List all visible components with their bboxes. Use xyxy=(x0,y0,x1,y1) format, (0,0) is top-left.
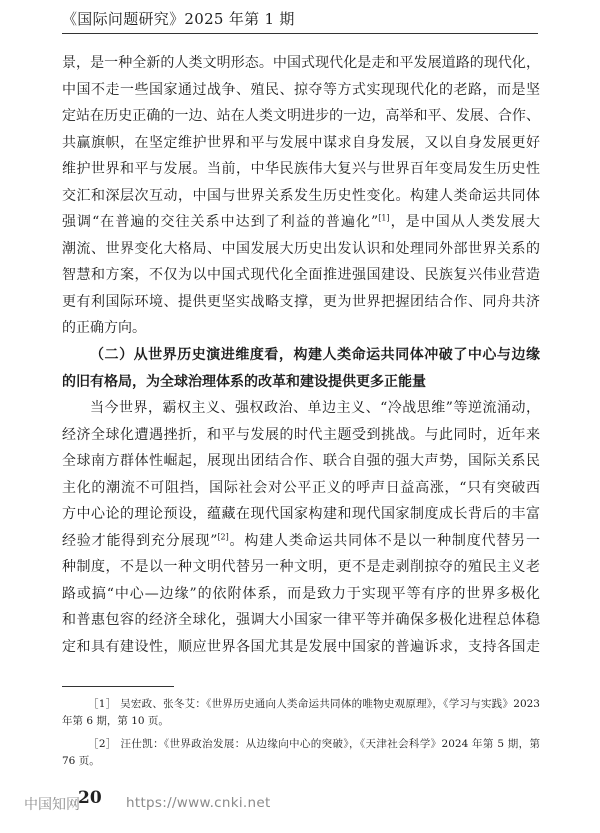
body-line: 种制度，不是以一种文明代替另一种文明，更不是走剥削掠夺的殖民主义老 xyxy=(62,559,540,576)
footnote-2: ［2］ 汪仕凯：《世界政治发展：从边缘向中心的突破》，《天津社会科学》2024 年第 5 期，第 76 页。 xyxy=(62,738,540,767)
body-line: 定站在历史正确的一边、站在人类文明进步的一边，高举和平、发展、合作、 xyxy=(62,108,540,125)
article-body xyxy=(62,50,540,661)
citation-ref-1[interactable]: [1] xyxy=(378,213,390,223)
body-line: 主化的潮流不可阻挡，国际社会对公平正义的呼声日益高涨，“只有突破西 xyxy=(62,479,540,496)
body-line: 和普惠包容的经济全球化，强调大小国家一律平等并确保多极化进程总体稳 xyxy=(62,612,540,629)
citation-ref-2[interactable]: [2] xyxy=(217,532,229,542)
body-line: 智慧和方案，不仅为以中国式现代化全面推进强国建设、民族复兴伟业营造 xyxy=(62,267,540,284)
body-line: 经济全球化遭遇挫折，和平与发展的时代主题受到挑战。与此同时，近年来 xyxy=(62,426,540,443)
body-line: 路或搞“中心—边缘”的依附体系，而是致力于实现平等有序的世界多极化 xyxy=(62,585,540,602)
body-line: 交汇和深层次互动，中国与世界关系发生历史性变化。构建人类命运共同体 xyxy=(62,187,540,204)
body-line: 的正确方向。 xyxy=(62,320,146,337)
cnki-url-link[interactable]: https://www.cnki.net xyxy=(126,795,271,811)
body-line: 当今世界，霸权主义、强权政治、单边主义、“冷战思维”等逆流涌动， xyxy=(90,400,540,417)
body-line-with-citation xyxy=(62,528,540,555)
body-line: 维护世界和平与发展。当前，中华民族伟大复兴与世界百年变局发生历史性 xyxy=(62,161,540,178)
body-line: 更有利国际环境、提供更坚实战略支撑，更为世界把握团结合作、同舟共济 xyxy=(62,293,540,310)
footnotes xyxy=(62,696,540,776)
section-heading-line: （二）从世界历史演进维度看，构建人类命运共同体冲破了中心与边缘 xyxy=(90,347,540,364)
body-line: 定和具有建设性，顺应世界各国尤其是发展中国家的普遍诉求，支持各国走 xyxy=(62,639,540,656)
footnote-1: ［1］ 吴宏政、张冬艾：《世界历史通向人类命运共同体的唯物史观原理》，《学习与实践》2023 年第 6 期，第 10 页。 xyxy=(62,698,540,727)
body-text-segment: 经验才能得到充分展现” xyxy=(62,532,218,549)
body-line: 共赢旗帜，在坚定维护世界和平与发展中谋求自身发展，又以自身发展更好 xyxy=(62,134,540,151)
page-number: 20 xyxy=(78,788,102,808)
body-line-with-citation xyxy=(62,209,540,236)
body-text-segment: 强调“在普遍的交往关系中达到了利益的普遍化” xyxy=(62,214,379,231)
footnote-rule xyxy=(62,686,174,687)
page-footer xyxy=(0,788,600,818)
body-line: 全球南方群体性崛起，展现出团结合作、联合自强的强大声势，国际关系民 xyxy=(62,453,540,470)
body-text-segment: ，是中国从人类发展大 xyxy=(389,214,540,231)
body-line: 景，是一种全新的人类文明形态。中国式现代化是走和平发展道路的现代化， xyxy=(62,55,540,71)
body-line: 中国不走一些国家通过战争、殖民、掠夺等方式实现现代化的老路，而是坚 xyxy=(62,81,540,98)
cnki-watermark-logo: 中国知网 xyxy=(24,797,80,813)
section-heading-line: 的旧有格局，为全球治理体系的改革和建设提供更多正能量 xyxy=(62,373,426,390)
body-line: 方中心论的理论预设，蕴藏在现代国家构建和现代国家制度成长背后的丰富 xyxy=(62,506,540,523)
body-text-segment: 。构建人类命运共同体不是以一种制度代替另一 xyxy=(228,532,540,549)
header-rule xyxy=(62,33,538,34)
journal-header: 《国际问题研究》2025 年第 1 期 xyxy=(62,10,295,28)
body-line: 潮流、世界变化大格局、中国发展大历史出发认识和处理同外部世界关系的 xyxy=(62,240,540,257)
